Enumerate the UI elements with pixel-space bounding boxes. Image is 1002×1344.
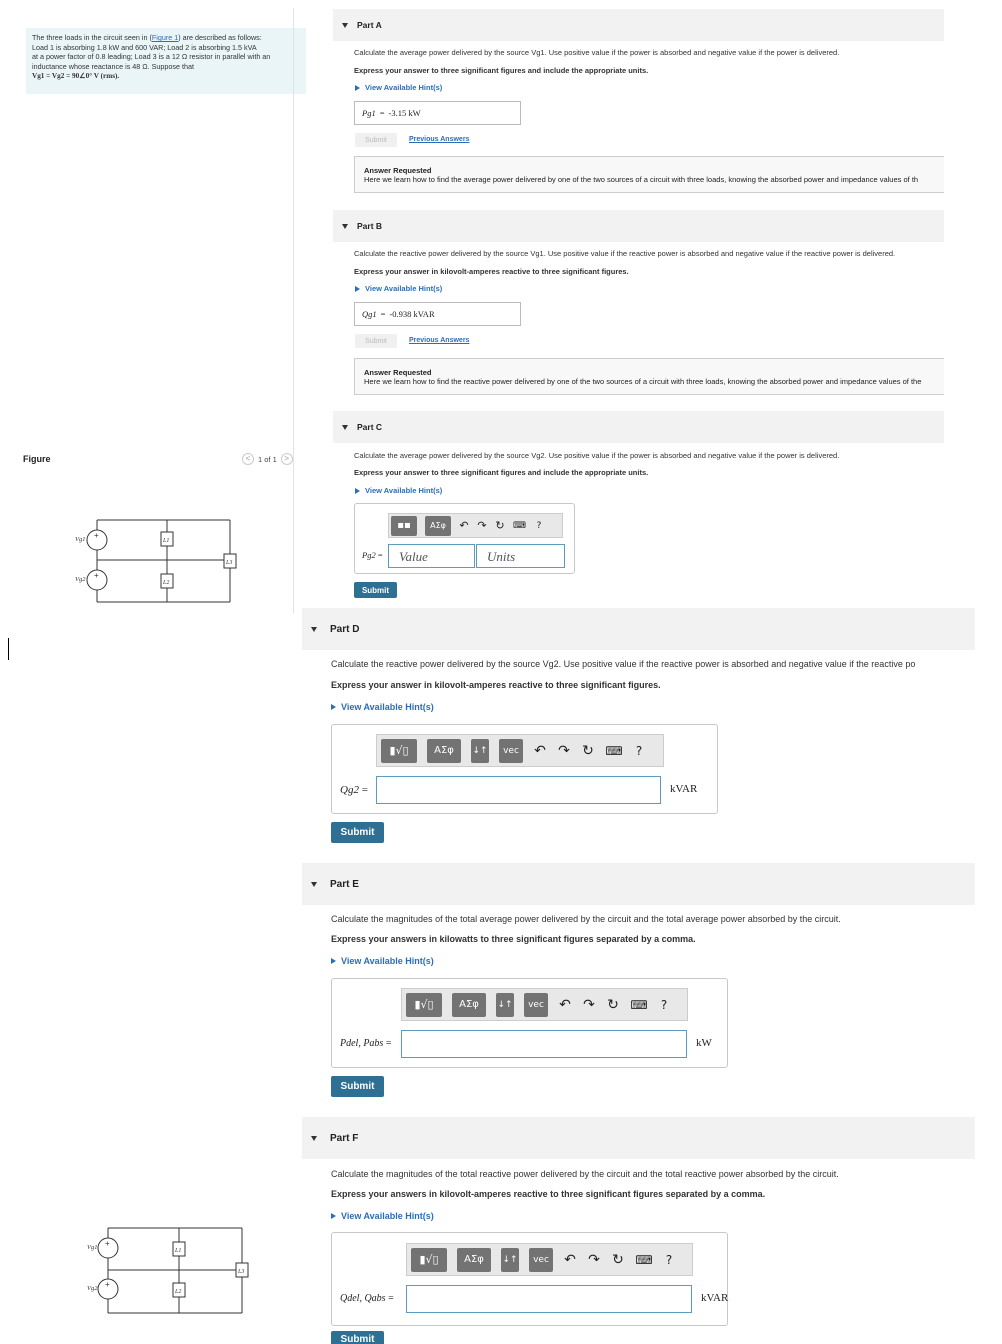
expand-icon — [331, 958, 336, 964]
problem-statement: The three loads in the circuit seen in (Figure 1) are described as follows: Load 1 is absorbing 1.8 kW and 600 VAR; Load 2 is absorbing 1.5 kVA at a power factor of 0.8 leading; Load 3 is a 12 Ω resistor in parallel with an inductance whose reactance is 48 Ω. Suppose that Vg1 = Vg2 = 90∠0° V (rms). — [26, 28, 306, 94]
vec-button[interactable]: vec — [499, 739, 523, 763]
part-a-hint-toggle[interactable]: View Available Hint(s) — [355, 83, 442, 92]
part-e-variable: Pdel, Pabs = — [340, 1038, 392, 1049]
part-b-hint-toggle[interactable]: View Available Hint(s) — [355, 284, 442, 293]
part-c-variable: Pg2 = — [362, 550, 383, 560]
svg-text:+: + — [94, 571, 99, 580]
part-d-question: Calculate the reactive power delivered by the source Vg2. Use positive value if the reactive power is absorbed and negative value if the reactive po — [331, 659, 916, 669]
part-a-answer: -3.15 kW — [388, 108, 421, 118]
redo-icon[interactable]: ↷ — [558, 742, 570, 759]
part-f-input[interactable] — [406, 1285, 692, 1313]
arrows-button[interactable]: ↓↑ — [471, 739, 489, 763]
collapse-icon — [342, 425, 348, 430]
figure-link[interactable]: Figure 1 — [151, 33, 179, 42]
part-d-unit: kVAR — [670, 783, 698, 795]
part-a-answer-box: Pg1 = -3.15 kW — [354, 101, 521, 125]
collapse-icon — [311, 1136, 317, 1141]
next-figure-button[interactable]: > — [281, 453, 293, 465]
redo-icon[interactable]: ↷ — [588, 1251, 600, 1268]
undo-icon[interactable]: ↶ — [534, 742, 546, 759]
part-b-question: Calculate the reactive power delivered by the source Vg1. Use positive value if the reactive power is absorbed and negative value if the reactive power is delivered. — [354, 249, 896, 258]
reset-icon[interactable]: ↻ — [582, 742, 594, 759]
label-l3: L3 — [226, 560, 233, 566]
expand-icon — [355, 85, 360, 91]
figure-pager — [242, 453, 293, 465]
part-d-hint-toggle[interactable]: View Available Hint(s) — [331, 702, 434, 712]
part-f-unit: kVAR — [701, 1292, 729, 1304]
keyboard-icon[interactable]: ⌨ — [635, 1252, 653, 1267]
part-d-instructions: Express your answer in kilovolt-amperes reactive to three significant figures. — [331, 680, 661, 690]
part-c-units-input[interactable]: Units — [476, 544, 565, 568]
arrows-button[interactable]: ↓↑ — [501, 1248, 519, 1272]
part-e-input[interactable] — [401, 1030, 687, 1058]
column-divider — [293, 8, 294, 613]
help-icon[interactable]: ? — [665, 1252, 673, 1267]
part-d-toolbar — [376, 734, 664, 767]
part-c-value-input[interactable]: Value — [388, 544, 475, 568]
part-e-header[interactable]: Part E — [302, 863, 975, 905]
label-vg1: Vg1 — [75, 536, 86, 543]
part-f-variable: Qdel, Qabs = — [340, 1293, 394, 1304]
part-e-unit: kW — [696, 1037, 712, 1049]
collapse-icon — [342, 224, 348, 229]
label-vg2: Vg2 — [75, 576, 86, 583]
part-e-toolbar — [401, 988, 688, 1021]
svg-text:+: + — [105, 1280, 110, 1289]
label-l3: L3 — [238, 1269, 245, 1275]
part-c-submit-button[interactable]: Submit — [354, 582, 397, 598]
part-c-hint-toggle[interactable]: View Available Hint(s) — [355, 486, 442, 495]
text-cursor — [8, 638, 9, 660]
label-vg2: Vg2 — [87, 1285, 98, 1292]
part-f-submit-button[interactable]: Submit — [331, 1331, 384, 1344]
svg-text:+: + — [105, 1239, 110, 1248]
templates-icon[interactable]: ▮√▯ — [411, 1248, 447, 1272]
help-icon[interactable]: ? — [635, 743, 643, 758]
reset-icon[interactable]: ↻ — [495, 519, 505, 532]
expand-icon — [355, 488, 360, 494]
part-c-header[interactable]: Part C — [333, 411, 944, 443]
reset-icon[interactable]: ↻ — [607, 996, 619, 1013]
expand-icon — [331, 704, 336, 710]
part-e-hint-toggle[interactable]: View Available Hint(s) — [331, 956, 434, 966]
keyboard-icon[interactable]: ⌨ — [513, 520, 526, 531]
keyboard-icon[interactable]: ⌨ — [605, 743, 623, 758]
svg-text:+: + — [94, 531, 99, 540]
part-b-answer: -0.938 kVAR — [389, 309, 435, 319]
part-b-submit-button[interactable]: Submit — [355, 334, 397, 348]
vec-button[interactable]: vec — [524, 993, 548, 1017]
templates-icon[interactable]: ▮√▯ — [381, 739, 417, 763]
collapse-icon — [311, 627, 317, 632]
part-a-previous-answers-link[interactable]: Previous Answers — [409, 136, 470, 143]
part-e-question: Calculate the magnitudes of the total average power delivered by the circuit and the total average power absorbed by the circuit. — [331, 914, 841, 924]
part-a-instructions: Express your answer to three significant figures and include the appropriate units. — [354, 66, 649, 75]
part-b-header[interactable]: Part B — [333, 210, 944, 242]
circuit-figure — [70, 510, 260, 610]
part-a-feedback: Answer Requested Here we learn how to find the average power delivered by one of the two sources of a circuit with three loads, knowing the absorbed power and impedance values of th — [354, 156, 944, 193]
part-b-previous-answers-link[interactable]: Previous Answers — [409, 337, 470, 344]
part-b-instructions: Express your answer in kilovolt-amperes reactive to three significant figures. — [354, 267, 629, 276]
part-d-submit-button[interactable]: Submit — [331, 822, 384, 843]
label-vg1: Vg1 — [87, 1244, 98, 1251]
part-c-toolbar — [388, 513, 563, 538]
redo-icon[interactable]: ↷ — [477, 519, 487, 532]
undo-icon[interactable]: ↶ — [459, 519, 469, 532]
templates-icon[interactable]: ▪▪ — [391, 516, 417, 536]
part-d-header[interactable]: Part D — [302, 608, 975, 650]
part-f-hint-toggle[interactable]: View Available Hint(s) — [331, 1211, 434, 1221]
collapse-icon — [311, 882, 317, 887]
help-icon[interactable]: ? — [536, 520, 542, 531]
circuit-figure-repeat — [78, 1218, 278, 1328]
undo-icon[interactable]: ↶ — [559, 996, 571, 1013]
symbols-button[interactable]: ΑΣφ — [425, 516, 451, 536]
part-f-toolbar — [406, 1243, 693, 1276]
collapse-icon — [342, 23, 348, 28]
part-b-answer-box: Qg1 = -0.938 kVAR — [354, 302, 521, 326]
part-a-header[interactable]: Part A — [333, 9, 944, 41]
part-d-variable: Qg2 = — [340, 784, 368, 796]
part-b-feedback: Answer Requested Here we learn how to find the reactive power delivered by one of the two sources of a circuit with three loads, knowing the absorbed power and impedance values of the — [354, 358, 944, 395]
figure-title: Figure — [23, 454, 51, 464]
keyboard-icon[interactable]: ⌨ — [630, 997, 648, 1012]
help-icon[interactable]: ? — [660, 997, 668, 1012]
part-f-instructions: Express your answers in kilovolt-amperes reactive to three significant figures separated by a comma. — [331, 1189, 766, 1199]
vec-button[interactable]: vec — [529, 1248, 553, 1272]
redo-icon[interactable]: ↷ — [583, 996, 595, 1013]
symbols-button[interactable]: ΑΣφ — [427, 739, 461, 763]
undo-icon[interactable]: ↶ — [564, 1251, 576, 1268]
arrows-button[interactable]: ↓↑ — [496, 993, 514, 1017]
part-c-question: Calculate the average power delivered by the source Vg2. Use positive value if the power is absorbed and negative value if the power is delivered. — [354, 451, 840, 460]
part-e-instructions: Express your answers in kilowatts to three significant figures separated by a comma. — [331, 934, 696, 944]
prev-figure-button[interactable]: < — [242, 453, 254, 465]
symbols-button[interactable]: ΑΣφ — [452, 993, 486, 1017]
part-e-submit-button[interactable]: Submit — [331, 1076, 384, 1097]
label-l1: L1 — [163, 538, 170, 544]
expand-icon — [331, 1213, 336, 1219]
part-a-submit-button[interactable]: Submit — [355, 133, 397, 147]
label-l2: L2 — [175, 1289, 182, 1295]
reset-icon[interactable]: ↻ — [612, 1251, 624, 1268]
symbols-button[interactable]: ΑΣφ — [457, 1248, 491, 1272]
expand-icon — [355, 286, 360, 292]
part-c-instructions: Express your answer to three significant figures and include the appropriate units. — [354, 468, 649, 477]
templates-icon[interactable]: ▮√▯ — [406, 993, 442, 1017]
label-l1: L1 — [175, 1248, 182, 1254]
part-d-input[interactable] — [376, 776, 661, 804]
figure-page-count: 1 of 1 — [258, 454, 277, 464]
label-l2: L2 — [163, 580, 170, 586]
part-a-question: Calculate the average power delivered by the source Vg1. Use positive value if the power is absorbed and negative value if the power is delivered. — [354, 48, 840, 57]
part-f-header[interactable]: Part F — [302, 1117, 975, 1159]
part-f-question: Calculate the magnitudes of the total reactive power delivered by the circuit and the total reactive power absorbed by the circuit. — [331, 1169, 839, 1179]
